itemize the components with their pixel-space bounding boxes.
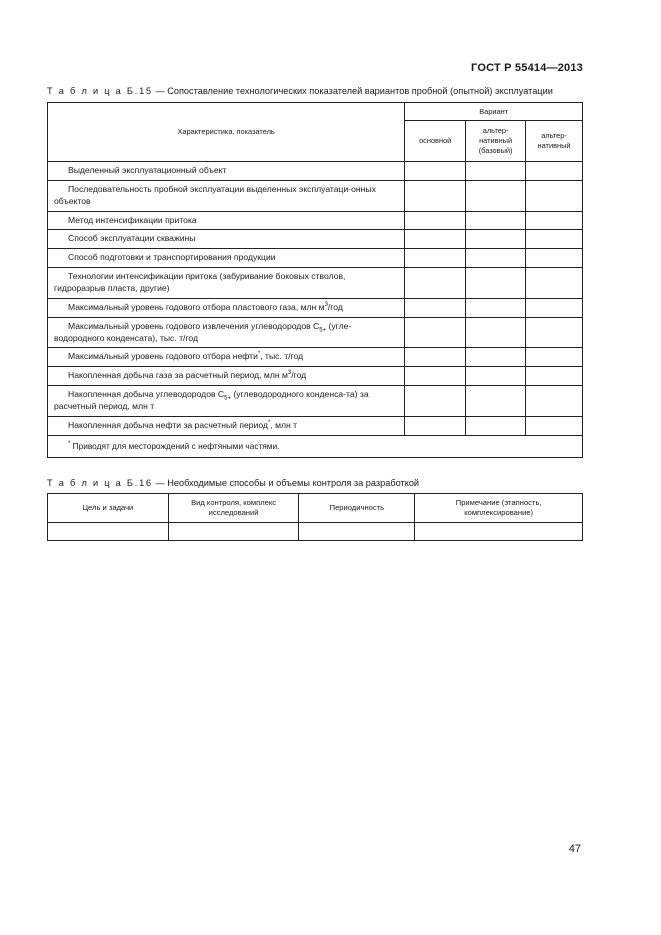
variant-value-cell [405, 317, 466, 348]
superscript: * [257, 351, 261, 358]
table-row [48, 230, 583, 249]
row-characteristic [48, 386, 405, 417]
table16-caption [47, 478, 419, 488]
row-text: /год [291, 370, 307, 381]
t16-header-goal: Цель и задачи [48, 494, 169, 523]
variant-value-cell [526, 230, 583, 249]
table-row [48, 317, 583, 348]
row-characteristic [48, 348, 405, 367]
variant-value-cell [405, 180, 466, 211]
variant-value-cell [466, 298, 526, 317]
header-alt: альтер- нативный [526, 121, 583, 162]
row-text: Максимальный уровень годового отбора нефти [68, 351, 258, 362]
row-characteristic [48, 416, 405, 435]
row-text: Способ подготовки и транспортирования продукции [68, 252, 276, 263]
t16-empty-cell [48, 523, 169, 541]
variant-value-cell [526, 249, 583, 268]
row-text: , тыс. т/год [260, 351, 304, 362]
variant-value-cell [466, 230, 526, 249]
row-text: , млн т [270, 419, 298, 430]
variant-value-cell [466, 416, 526, 435]
variant-value-cell [526, 298, 583, 317]
row-characteristic [48, 317, 405, 348]
variant-value-cell [405, 162, 466, 181]
subscript: 5+ [319, 327, 327, 334]
variant-value-cell [405, 367, 466, 386]
variant-value-cell [526, 386, 583, 417]
row-text: Выделенный эксплуатационный объект [68, 165, 227, 175]
table-row [48, 249, 583, 268]
variant-value-cell [405, 230, 466, 249]
variant-value-cell [466, 348, 526, 367]
variant-value-cell [466, 180, 526, 211]
variant-value-cell [526, 268, 583, 299]
row-characteristic [48, 298, 405, 317]
row-text: /год [327, 301, 343, 312]
row-text: Накопленная добыча нефти за расчетный период [68, 419, 268, 430]
superscript: * [267, 420, 271, 427]
row-characteristic [48, 180, 405, 211]
table-row [48, 416, 583, 435]
table-row [48, 348, 583, 367]
t16-header-control-type: Вид контроля, комплекс исследований [168, 494, 299, 523]
variant-value-cell [405, 416, 466, 435]
table15-title: — Сопоставление технологических показателей вариантов пробной (опытной) эксплуатации [152, 86, 553, 96]
variant-value-cell [466, 367, 526, 386]
superscript: 3 [287, 370, 292, 377]
t16-header-periodicity: Периодичность [299, 494, 415, 523]
header-alt-base: альтер- нативный (базовый) [466, 121, 526, 162]
table16-label: Т а б л и ц а Б.16 [47, 478, 153, 488]
subscript: 5+ [224, 395, 231, 402]
row-text: Максимальный уровень годового извлечения углеводородов С [68, 320, 320, 331]
header-characteristic: Характеристика, показатель [48, 103, 405, 162]
variant-value-cell [526, 317, 583, 348]
row-text: (углеводородного конденса-та) за расчетный период, млн т [54, 389, 369, 412]
row-text: Максимальный уровень годового отбора пластового газа, млн м [68, 301, 325, 312]
variant-value-cell [526, 211, 583, 230]
table-row [48, 386, 583, 417]
t16-empty-cell [168, 523, 299, 541]
row-characteristic [48, 249, 405, 268]
table15-footnote [48, 435, 583, 457]
variant-value-cell [405, 348, 466, 367]
variant-value-cell [526, 348, 583, 367]
variant-value-cell [526, 416, 583, 435]
t16-empty-cell [299, 523, 415, 541]
variant-value-cell [405, 298, 466, 317]
row-characteristic [48, 268, 405, 299]
table-16 [47, 493, 583, 541]
table15-caption [47, 86, 553, 96]
row-text: Накопленная добыча газа за расчетный период, млн м [68, 370, 288, 381]
table-row [48, 367, 583, 386]
table15-label: Т а б л и ц а Б.15 [47, 86, 153, 96]
variant-value-cell [466, 268, 526, 299]
table-row [48, 162, 583, 181]
variant-value-cell [526, 180, 583, 211]
footnote-text: Приводят для месторождений с нефтяными частями. [70, 441, 280, 452]
row-text: Накопленная добыча углеводородов С [68, 389, 225, 400]
superscript: 3 [324, 302, 328, 309]
variant-value-cell [405, 386, 466, 417]
variant-value-cell [405, 249, 466, 268]
variant-value-cell [405, 268, 466, 299]
table-row [48, 211, 583, 230]
t16-empty-cell [415, 523, 583, 541]
variant-value-cell [405, 211, 466, 230]
row-characteristic [48, 162, 405, 181]
row-text: Метод интенсификации притока [68, 214, 197, 225]
variant-value-cell [466, 211, 526, 230]
row-text: Последовательность пробной эксплуатации выделенных эксплуатаци-онных объектов [54, 183, 376, 206]
variant-value-cell [466, 386, 526, 417]
variant-value-cell [526, 162, 583, 181]
table-row [48, 180, 583, 211]
header-variant: Вариант [405, 103, 583, 121]
row-text: (угле-водородного конденсата), тыс. т/год [54, 320, 352, 343]
table16-title: — Необходимые способы и объемы контроля за разработкой [152, 478, 420, 488]
variant-value-cell [466, 162, 526, 181]
table-row [48, 268, 583, 299]
row-characteristic [48, 367, 405, 386]
row-characteristic [48, 211, 405, 230]
header-main: основной [405, 121, 466, 162]
variant-value-cell [466, 317, 526, 348]
table-row [48, 298, 583, 317]
variant-value-cell [466, 249, 526, 268]
row-text: Технологии интенсификации притока (забуривание боковых стволов, гидроразрыв пласта, другие) [54, 271, 346, 294]
variant-value-cell [526, 367, 583, 386]
footnote-mark: * [68, 441, 71, 448]
row-text: Способ эксплуатации скважины [68, 233, 196, 244]
page-number: 47 [568, 843, 581, 855]
t16-header-note: Примечание (этапность, комплексирование) [415, 494, 583, 523]
table-15 [47, 102, 583, 458]
standard-number: ГОСТ Р 55414—2013 [471, 62, 583, 74]
row-characteristic [48, 230, 405, 249]
